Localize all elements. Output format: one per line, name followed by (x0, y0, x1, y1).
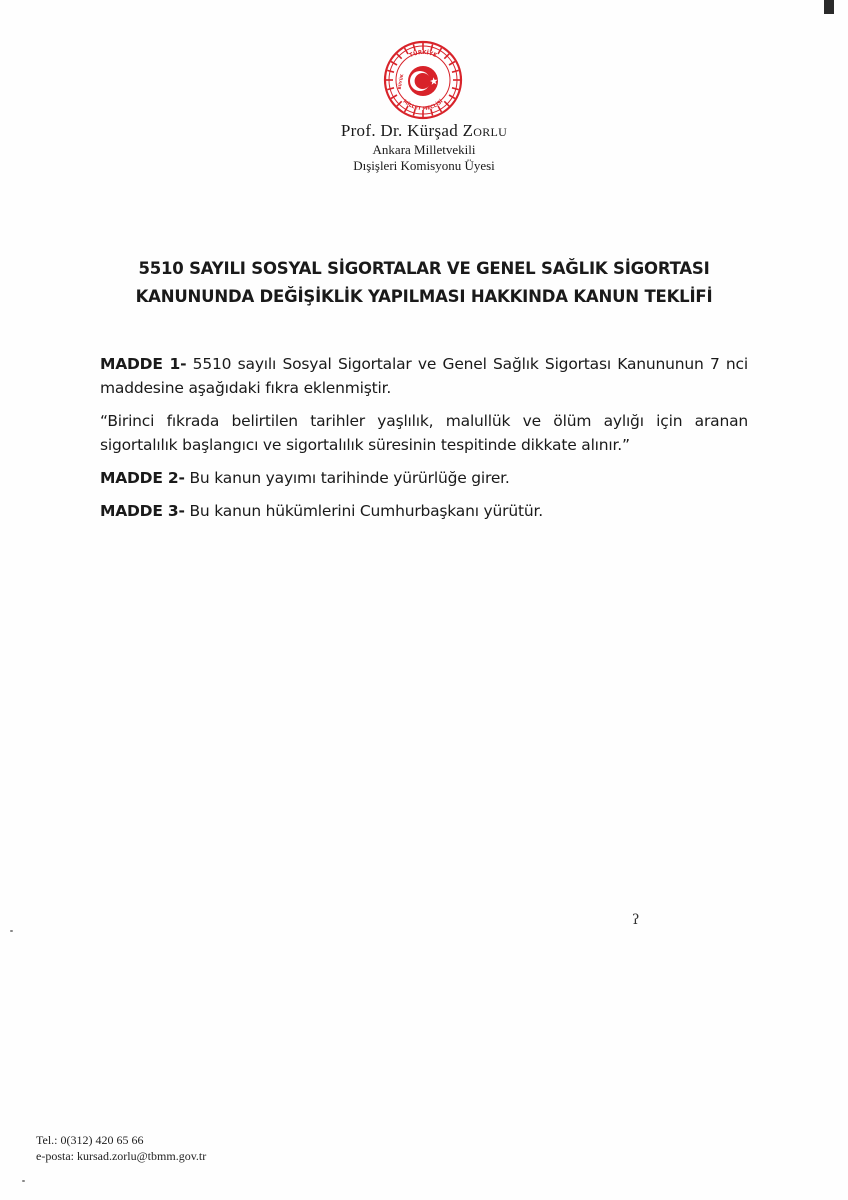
footer-phone: Tel.: 0(312) 420 65 66 (36, 1133, 144, 1147)
handwritten-mark: ʔ (632, 912, 640, 928)
article-1-text: 5510 sayılı Sosyal Sigortalar ve Genel Sağlık Sigortası Kanununun 7 nci maddesine aşağıdaki fıkra eklenmiştir. (100, 355, 748, 397)
tbmm-seal-icon (383, 40, 463, 120)
svg-text:BÜYÜK: BÜYÜK (396, 73, 405, 90)
article-1 (100, 352, 748, 400)
scan-speck (10, 930, 13, 932)
deputy-committee: Dışişleri Komisyonu Üyesi (353, 158, 495, 173)
letterhead (224, 120, 624, 174)
document-body (100, 352, 748, 532)
article-2 (100, 466, 748, 490)
scan-corner-mark (824, 0, 834, 14)
svg-text:TÜRKİYE: TÜRKİYE (408, 49, 438, 60)
article-2-text: Bu kanun yayımı tarihinde yürürlüğe girer. (184, 469, 510, 487)
title-line-1: 5510 SAYILI SOSYAL SİGORTALAR VE GENEL SAĞLIK SİGORTASI (138, 259, 710, 278)
article-3-label: MADDE 3- (100, 502, 185, 520)
contact-footer (36, 1132, 206, 1164)
title-line-2: KANUNUNDA DEĞİŞİKLİK YAPILMASI HAKKINDA KANUN TEKLİFİ (135, 287, 713, 306)
svg-text:MİLLET MECLİSİ: MİLLET MECLİSİ (401, 98, 445, 113)
footer-email: e-posta: kursad.zorlu@tbmm.gov.tr (36, 1149, 207, 1163)
article-1-quote: “Birinci fıkrada belirtilen tarihler yaşlılık, malullük ve ölüm aylığı için aranan sigortalılık başlangıcı ve sigortalılık süresinin tespitinde dikkate alınır.” (100, 412, 748, 454)
scan-speck (22, 1180, 25, 1182)
document-title (80, 255, 768, 311)
article-3 (100, 499, 748, 523)
deputy-name: Prof. Dr. Kürşad Zorlu (340, 121, 508, 140)
article-3-text: Bu kanun hükümlerini Cumhurbaşkanı yürütür. (184, 502, 543, 520)
article-1-label: MADDE 1- (100, 355, 187, 373)
article-2-label: MADDE 2- (100, 469, 185, 487)
deputy-constituency: Ankara Milletvekili (372, 142, 476, 157)
